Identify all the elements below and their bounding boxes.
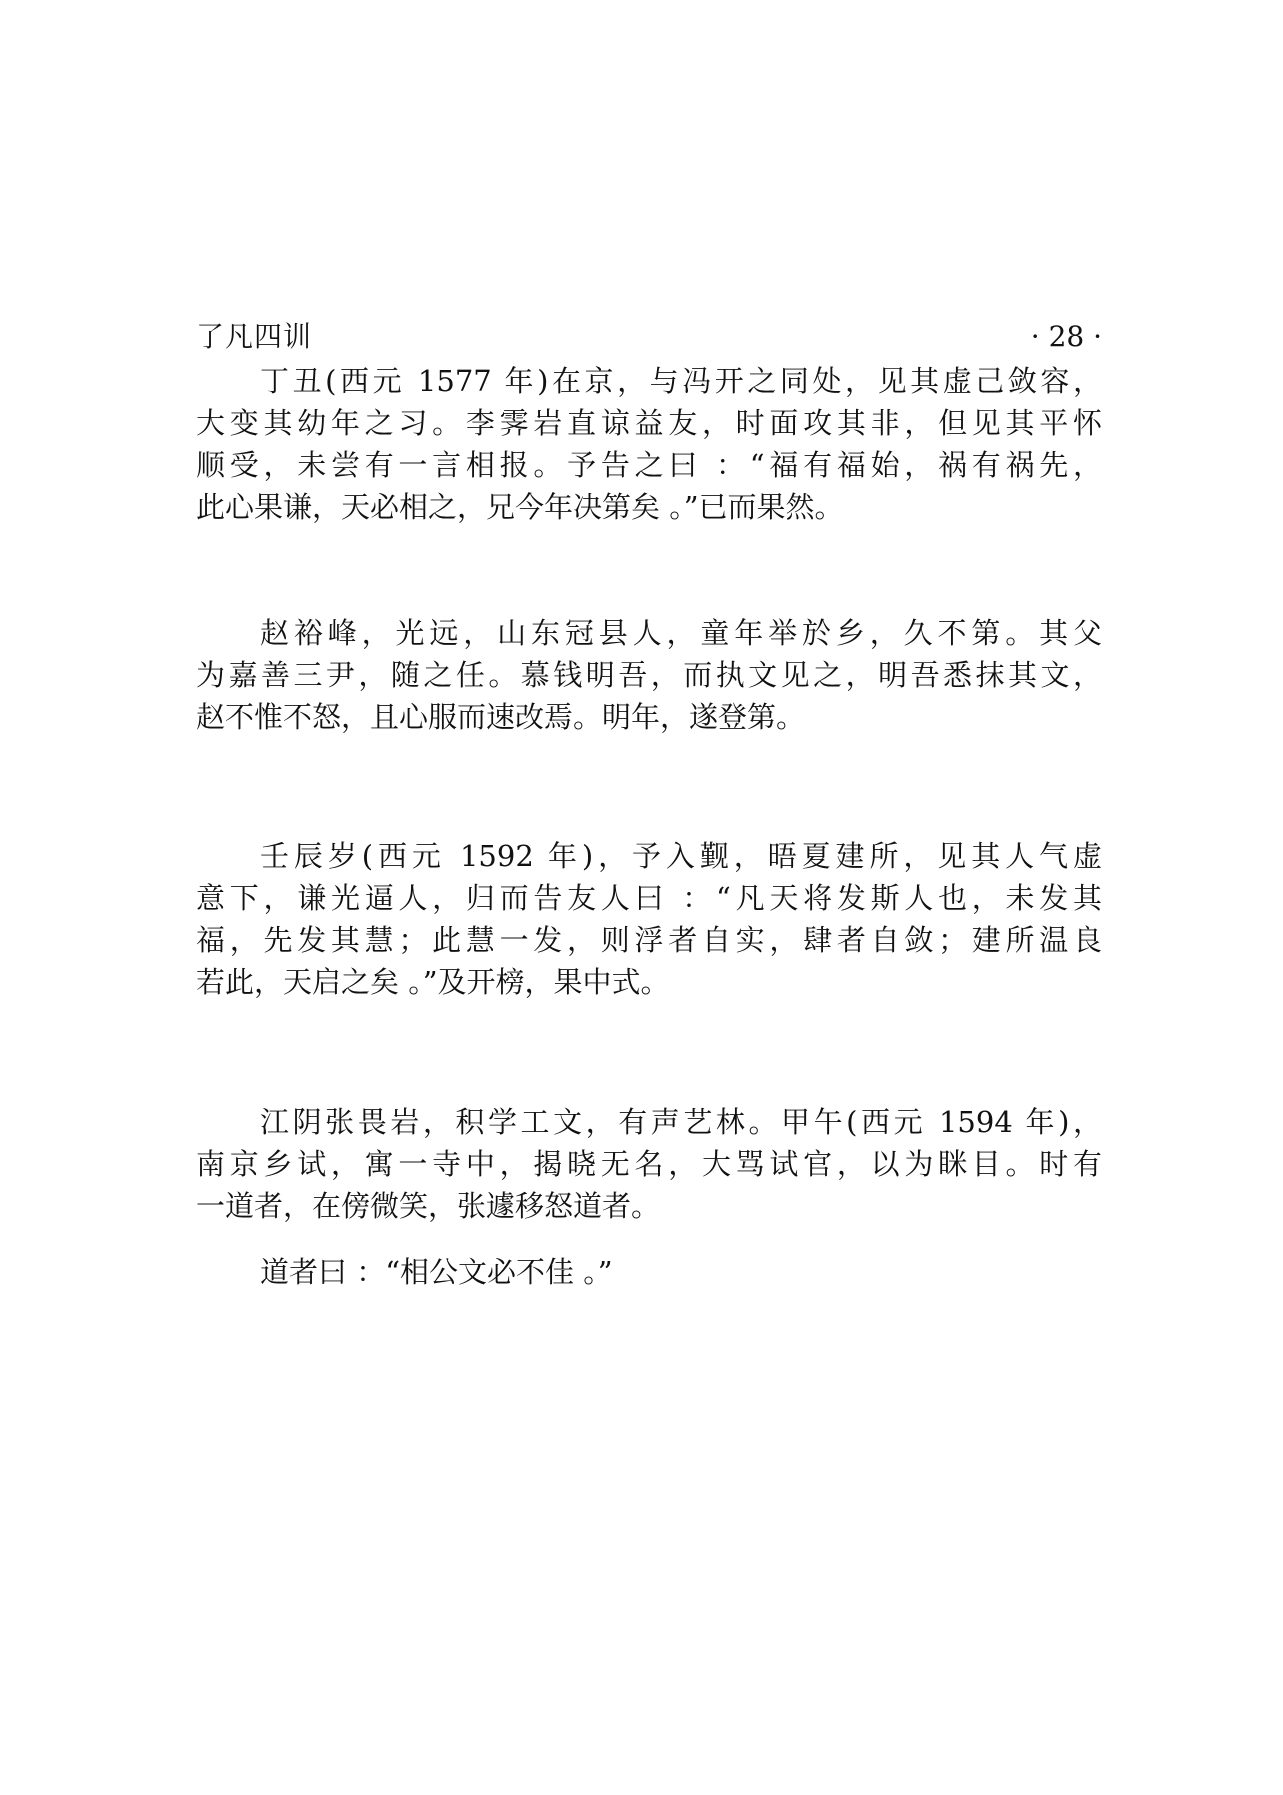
page-number: · 28 ·: [1030, 320, 1102, 353]
text-line: 大变其幼年之习。李霁岩直谅益友，时面攻其非，但见其平怀: [196, 406, 1102, 440]
paragraph-2: [196, 612, 1102, 738]
text-line: 丁丑(西元 1577 年)在京，与冯开之同处，见其虚己敛容，: [260, 364, 1102, 398]
text-line: 赵不惟不怒，且心服而速改焉。明年，遂登第。: [196, 700, 806, 734]
text-line: 赵裕峰，光远，山东冠县人，童年举於乡，久不第。其父: [260, 616, 1102, 650]
text-line: 顺受，未尝有一言相报。予告之曰 ：“福有福始，祸有祸先，: [196, 448, 1102, 482]
paragraph-4: [196, 1101, 1102, 1227]
text-line: 南京乡试，寓一寺中，揭晓无名，大骂试官，以为眯目。时有: [196, 1147, 1102, 1181]
paragraph-5: [196, 1251, 1102, 1293]
text-line: 福，先发其慧；此慧一发，则浮者自实，肆者自敛；建所温良: [196, 923, 1102, 957]
text-line: 此心果谦，天必相之，兄今年决第矣 。”已而果然。: [196, 490, 844, 524]
text-line: 为嘉善三尹，随之任。慕钱明吾，而执文见之，明吾悉抹其文，: [196, 658, 1102, 692]
paragraph-3: [196, 835, 1102, 1003]
text-line: 若此，天启之矣 。”及开榜，果中式。: [196, 965, 670, 999]
text-line: 意下，谦光逼人，归而告友人曰 ：“凡天将发斯人也，未发其: [196, 881, 1102, 915]
running-header: [196, 312, 1102, 362]
text-line: 道者曰 ：“相公文必不佳 。”: [260, 1255, 613, 1289]
text-line: 壬辰岁(西元 1592 年)，予入觐，晤夏建所，见其人气虚: [260, 839, 1102, 873]
text-line: 一道者，在傍微笑，张遽移怒道者。: [196, 1189, 661, 1223]
book-title: 了凡四训: [196, 320, 313, 353]
text-line: 江阴张畏岩，积学工文，有声艺林。甲午(西元 1594 年)，: [260, 1105, 1102, 1139]
paragraph-1: [196, 360, 1102, 528]
